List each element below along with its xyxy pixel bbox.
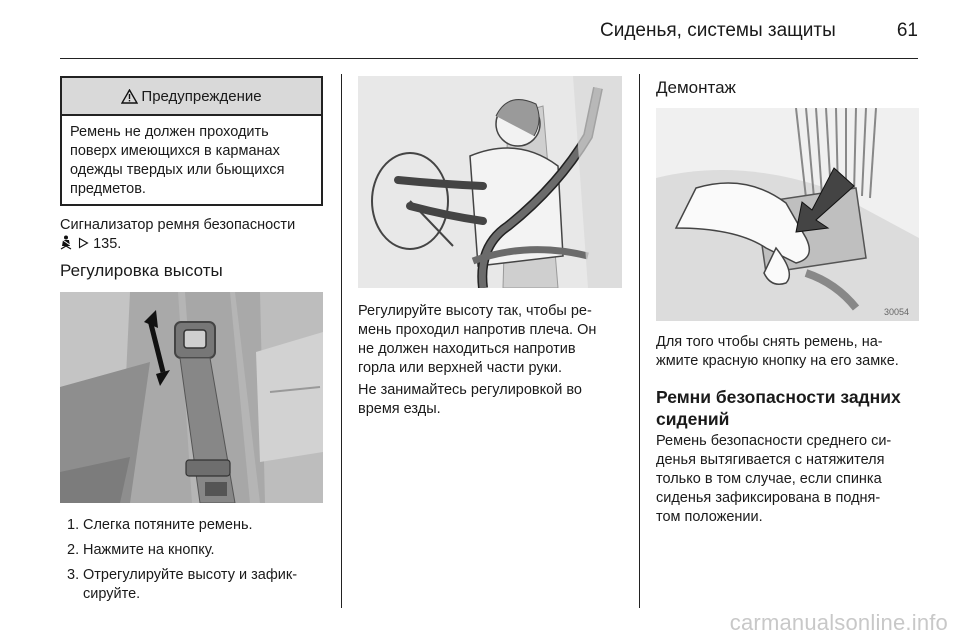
page-header-title: Сиденья, системы защиты (600, 20, 836, 41)
step-text: Отрегулируйте высоту и зафик-сируйте. (83, 567, 298, 602)
warning-line: предметов. (70, 181, 146, 197)
removal-instructions (656, 333, 931, 371)
seatbelt-warning-icon (60, 235, 72, 250)
column-divider-2 (639, 74, 640, 608)
rear-heading-line: сидений (656, 409, 730, 429)
warning-box (60, 76, 323, 206)
page-reference-number: 135. (93, 236, 122, 252)
driving-warning-line: время езды. (358, 401, 441, 417)
advice-line: не должен находиться напротив (358, 341, 576, 357)
warning-title: Предупреждение (141, 87, 262, 105)
rear-line: денья вытягивается с натяжителя (656, 452, 885, 468)
step-number: 3. (67, 567, 80, 583)
step-item (67, 566, 329, 604)
driving-warning-paragraph (358, 381, 638, 419)
warning-line: одежды твердых или бьющихся (70, 162, 285, 178)
step-text: Слегка потяните ремень. (83, 517, 253, 533)
warning-triangle-icon (121, 89, 138, 104)
warning-text (62, 116, 321, 206)
driving-warning-line: Не занимайтесь регулировкой во (358, 382, 582, 398)
height-adjustment-heading: Регулировка высоты (60, 261, 223, 280)
step-number: 2. (67, 542, 80, 558)
removal-line: жмите красную кнопку на его замке. (656, 353, 899, 369)
step-number: 1. (67, 517, 80, 533)
seatbelt-reminder-line: Сигнализатор ремня безопасности (60, 217, 296, 233)
rear-line: Ремень безопасности среднего си- (656, 433, 892, 449)
warning-header (62, 78, 321, 116)
step-text: Нажмите на кнопку. (83, 542, 215, 558)
warning-line: Ремень не должен проходить (70, 124, 269, 140)
rear-seatbelts-heading (656, 386, 926, 430)
seatbelt-reminder-text (60, 216, 335, 254)
warning-line: поверх имеющихся в карманах (70, 143, 280, 159)
height-adjustment-steps (67, 516, 329, 610)
removal-heading: Демонтаж (656, 78, 736, 97)
advice-line: горла или верхней части руки. (358, 360, 563, 376)
seatbelt-reminder-ref (60, 235, 335, 254)
header-rule (60, 58, 918, 59)
advice-line: мень проходил напротив плеча. Он (358, 322, 597, 338)
height-advice-paragraph (358, 302, 638, 378)
column-divider-1 (341, 74, 342, 608)
rear-line: том положении. (656, 509, 763, 525)
removal-line: Для того чтобы снять ремень, на- (656, 334, 883, 350)
rear-heading-line: Ремни безопасности задних (656, 387, 901, 407)
step-item (67, 516, 329, 535)
page-number: 61 (896, 20, 918, 41)
rear-line: сиденья зафиксирована в подня- (656, 490, 881, 506)
driver-seatbelt-figure (358, 76, 622, 288)
page-reference-icon (78, 237, 89, 249)
figure-code: 30054 (884, 307, 910, 317)
rear-line: только в том случае, если спинка (656, 471, 882, 487)
footer-watermark[interactable]: carmanualsonline.info (729, 610, 948, 635)
step-item (67, 541, 329, 560)
rear-seatbelt-paragraph (656, 432, 931, 527)
buckle-removal-figure (656, 108, 919, 321)
advice-line: Регулируйте высоту так, чтобы ре- (358, 303, 592, 319)
height-adjuster-figure (60, 292, 323, 503)
